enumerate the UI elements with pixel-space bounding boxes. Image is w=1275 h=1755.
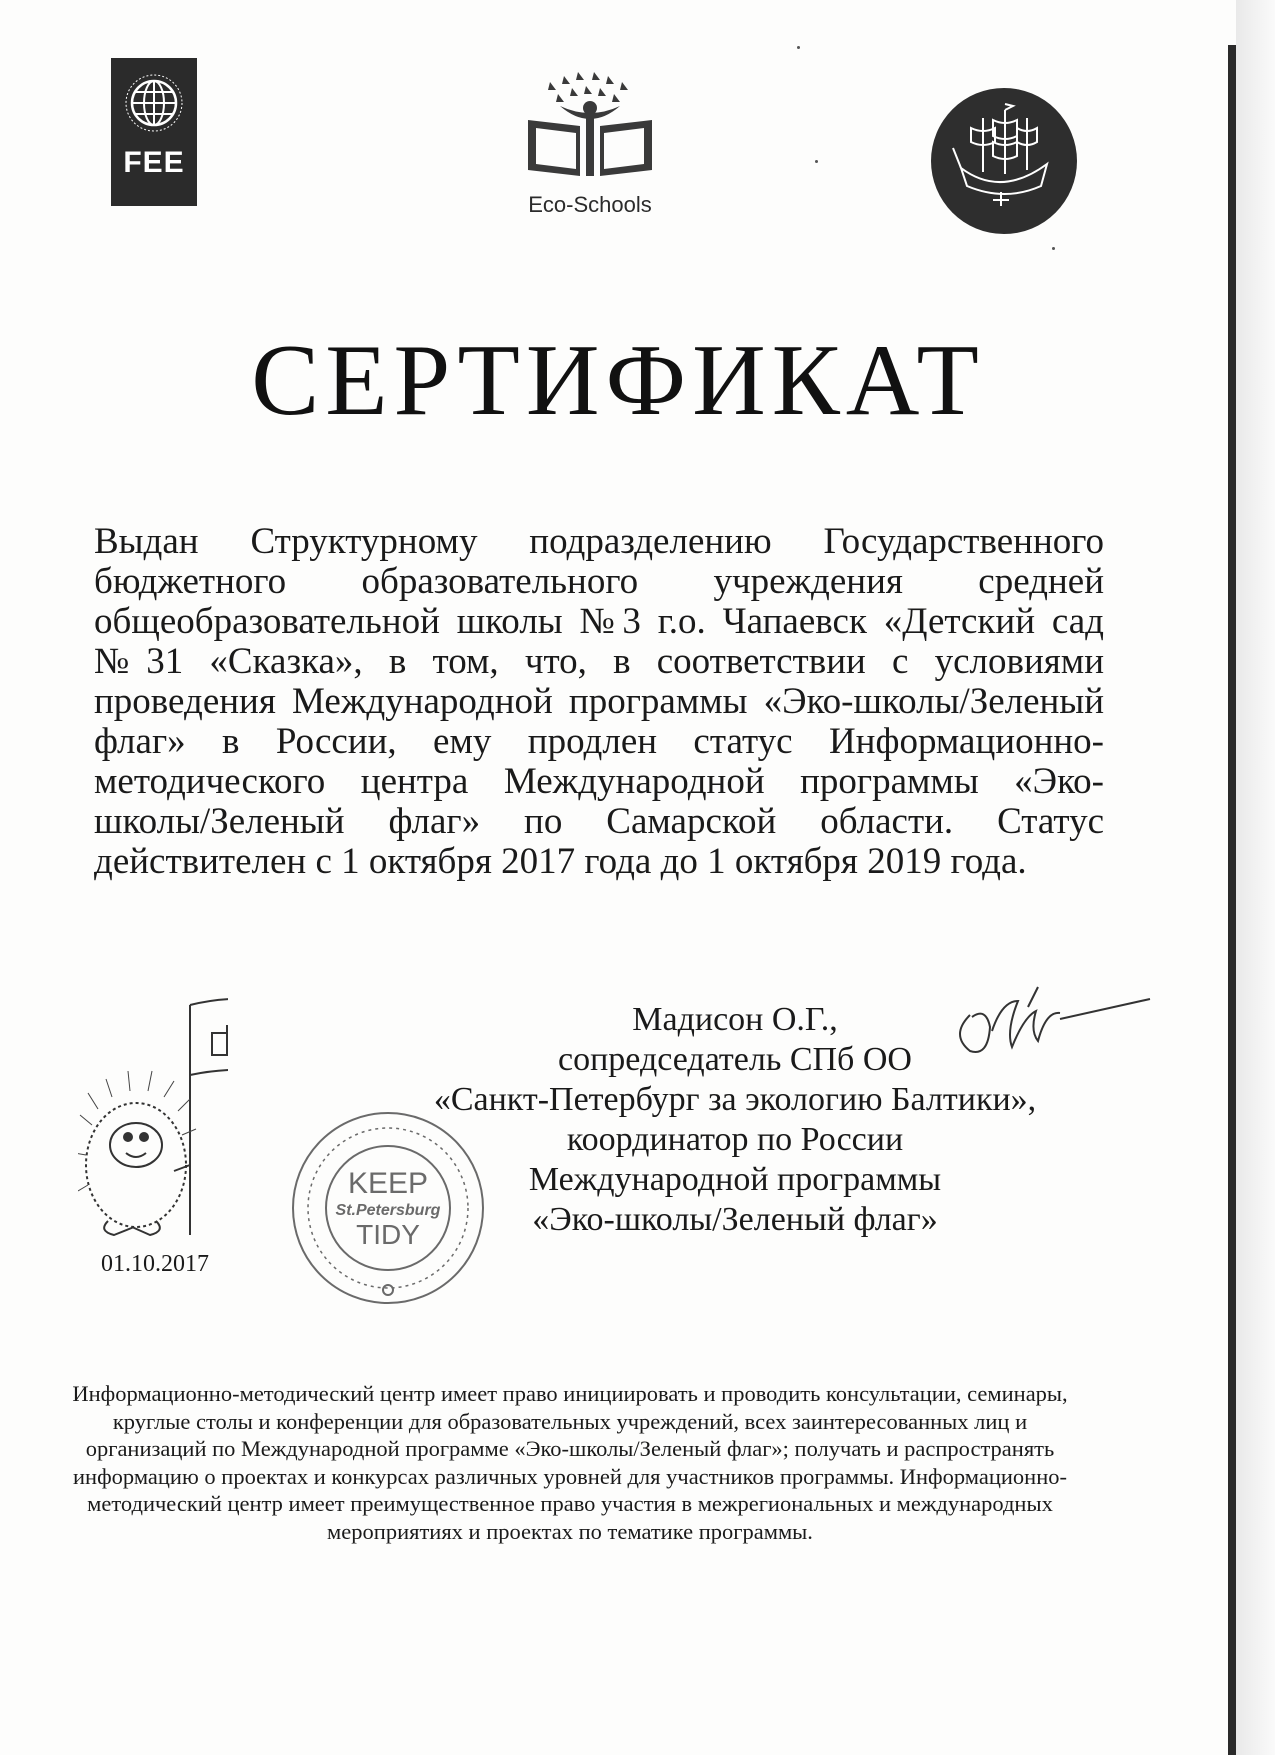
scan-speck	[1052, 247, 1055, 250]
issue-date: 01.10.2017	[101, 1251, 209, 1277]
hedgehog-mascot-icon	[78, 985, 228, 1255]
ship-emblem-logo	[931, 88, 1077, 234]
signatory-line: координатор по России	[566, 1121, 904, 1158]
stamp-tidy: TIDY	[356, 1219, 420, 1250]
scan-edge-line	[1228, 45, 1236, 1755]
scan-edge-shadow	[1236, 0, 1275, 1755]
globe-icon	[123, 72, 185, 134]
signatory-line: Мадисон О.Г.,	[632, 1001, 838, 1038]
signatory-line: Международной программы	[528, 1161, 942, 1198]
handwritten-signature	[940, 975, 1160, 1085]
stamp-keep: KEEP	[347, 1167, 429, 1200]
signatory-line: «Санкт-Петербург за экологию Балтики»,	[433, 1081, 1037, 1118]
certificate-body: Выдан Структурному подразделению Государственного бюджетного образовательного учреждения средней общеобразовательной школы №3 г.о. Чапаевск «Детский сад №31 «Сказка», в том, что, в соответствии с условиями проведения Международной программы «Эко-школы/Зеленый флаг» в России, ему продлен статус Информационно-методического центра Международной программы «Эко-школы/Зеленый флаг» по Самарской области. Статус действителен с 1 октября 2017 года до 1 октября 2019 года.	[94, 521, 1104, 882]
organization-stamp	[288, 1108, 488, 1308]
signatory-line: «Эко-школы/Зеленый флаг»	[532, 1201, 938, 1238]
sailing-ship-icon	[931, 88, 1077, 234]
fee-logo	[111, 58, 197, 206]
signatory-line: сопредседатель СПб ОО	[558, 1041, 912, 1078]
scan-speck	[815, 160, 818, 163]
fee-label: FEE	[123, 146, 185, 179]
tree-book-icon	[520, 70, 660, 190]
stamp-city: St.Petersburg	[335, 1202, 441, 1219]
footer-note: Информационно-методический центр имеет право инициировать и проводить консультации, семинары, круглые столы и конференции для образовательных учреждений, всех заинтересованных лиц и организаций по Международной программе «Эко-школы/Зеленый флаг»; получать и распространять информацию о проектах и конкурсах различных уровней для участников программы. Информационно-методический центр имеет преимущественное право участия в межрегиональных и международных мероприятиях и проектах по тематике программы.	[72, 1381, 1068, 1544]
certificate-title: СЕРТИФИКАТ	[251, 324, 985, 437]
scan-speck	[797, 46, 800, 49]
eco-schools-logo	[520, 70, 660, 230]
eco-schools-label: Eco-Schools	[528, 192, 652, 217]
